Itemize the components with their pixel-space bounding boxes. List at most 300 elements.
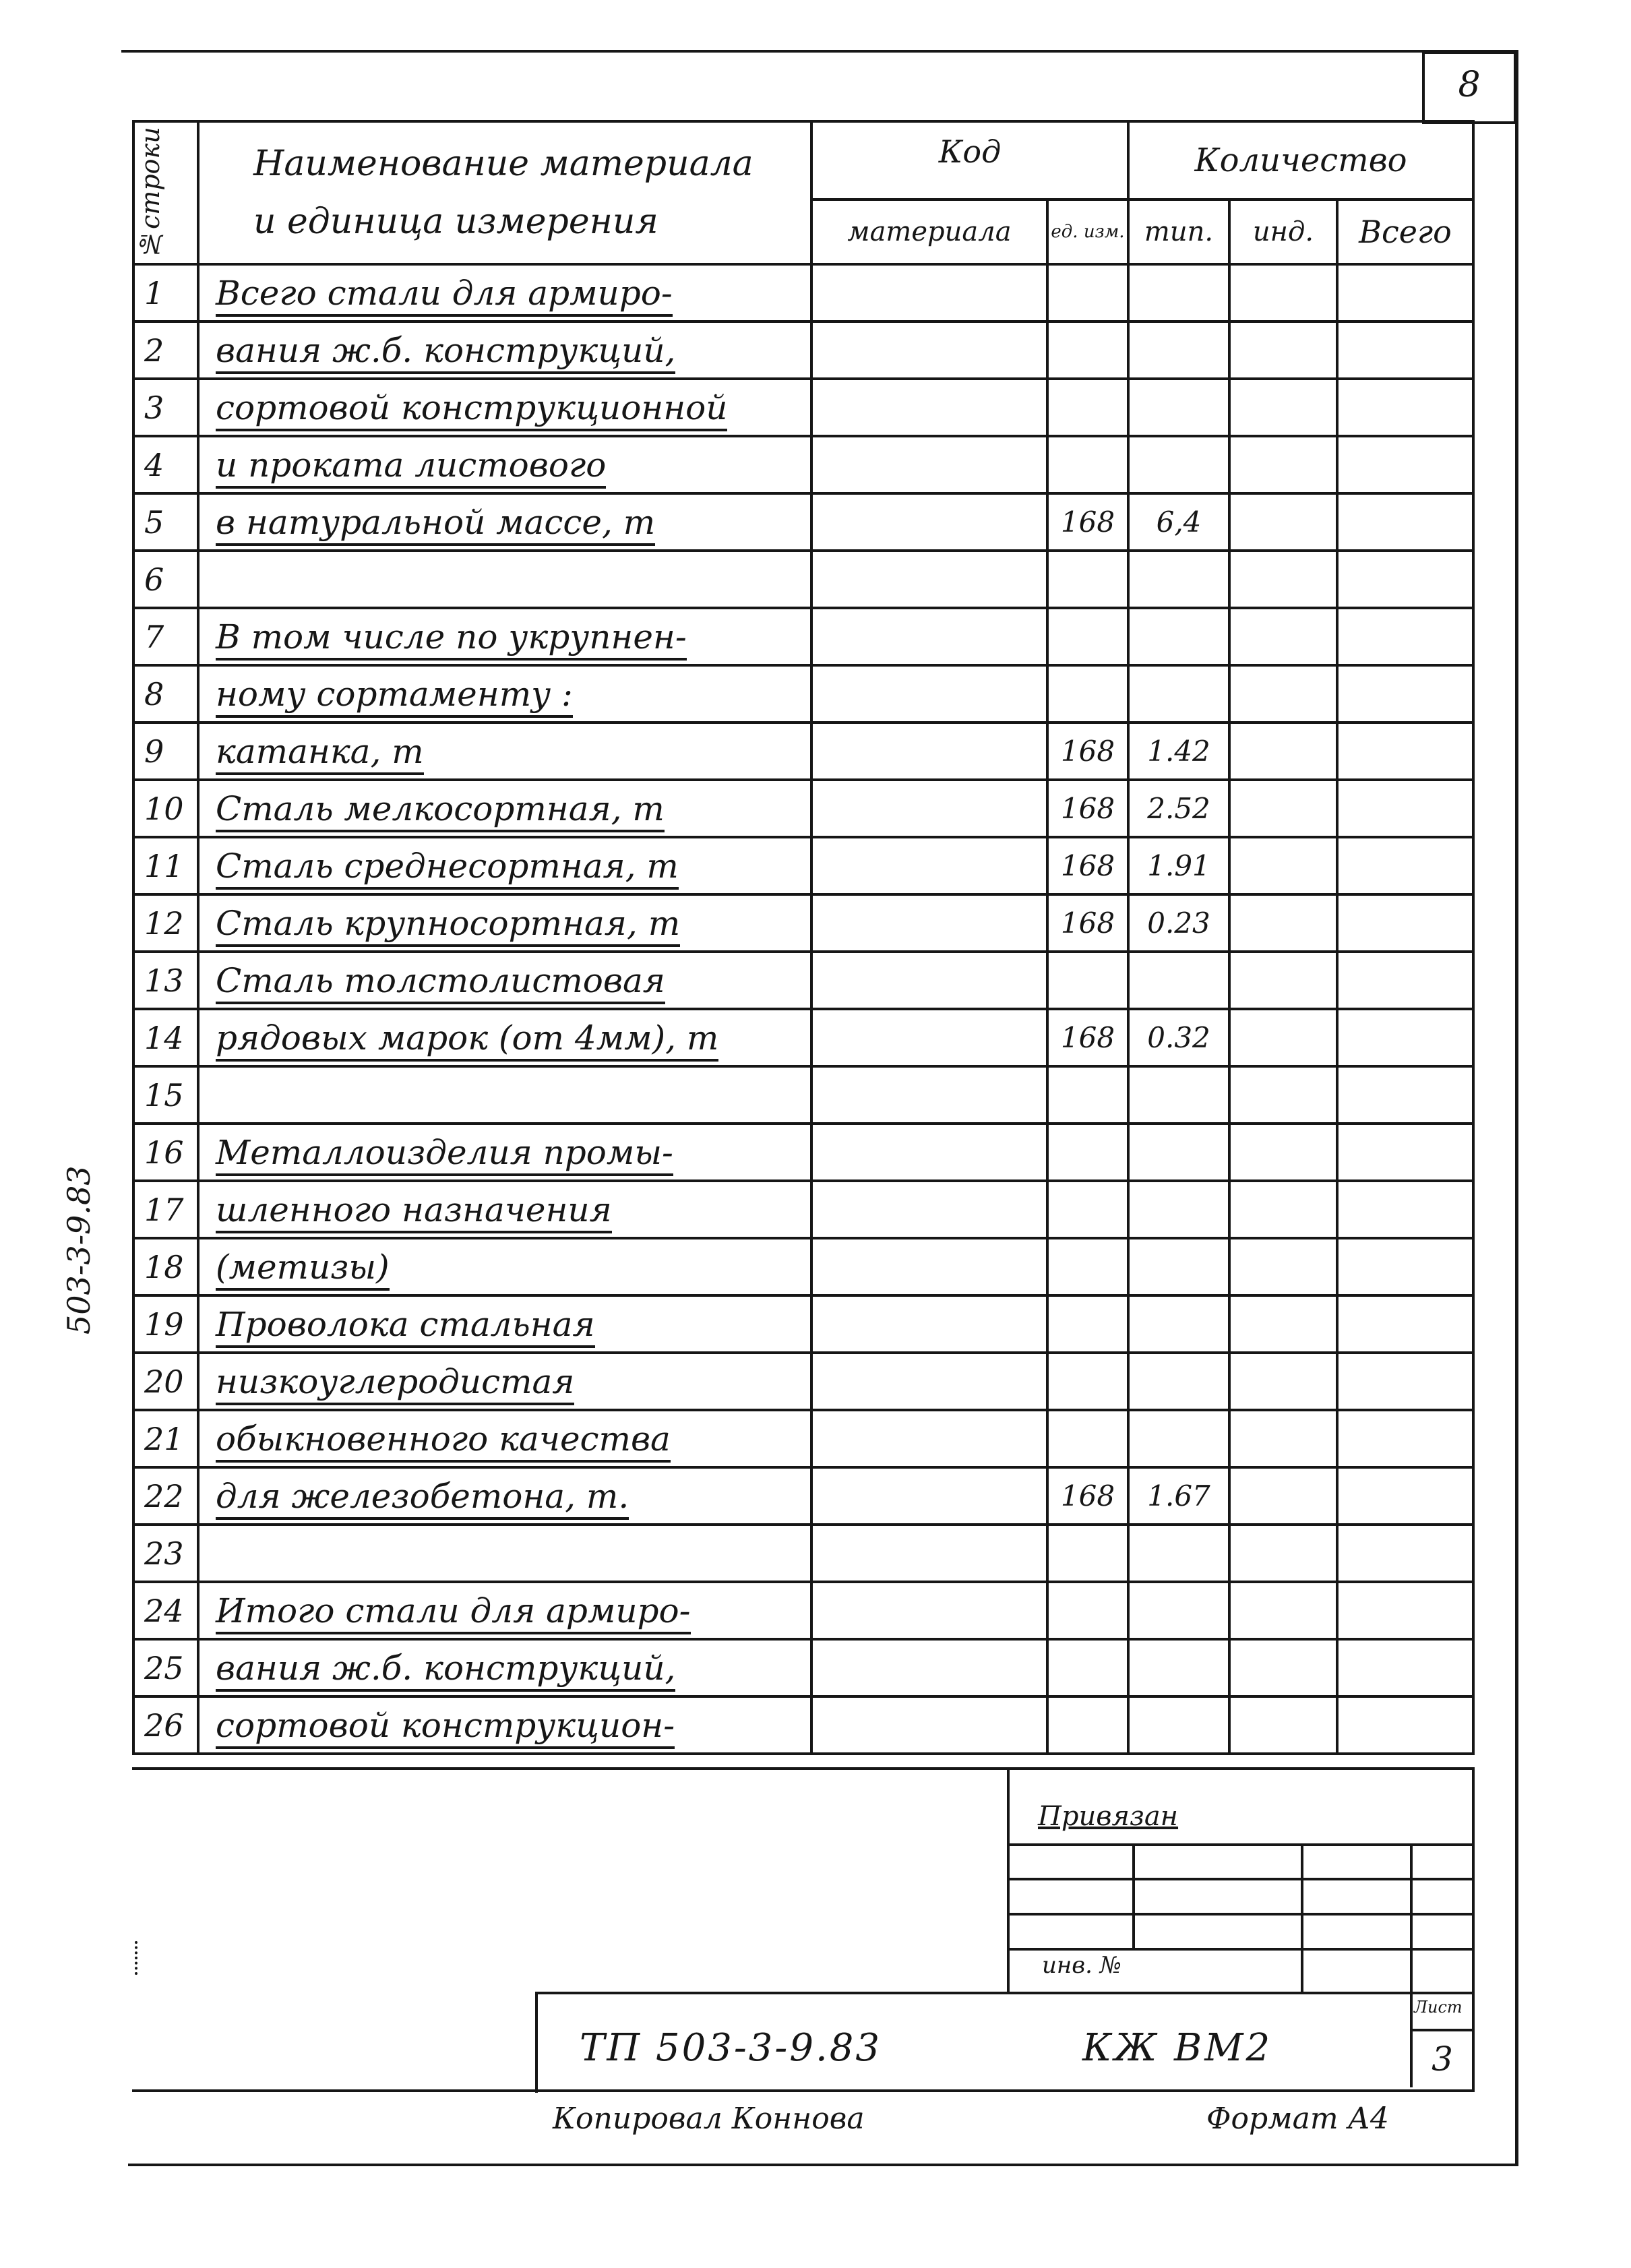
row-number-text: 23 (144, 1535, 184, 1572)
row-total-qty-cell (1337, 1124, 1473, 1181)
row-unit-cell (1047, 1124, 1128, 1181)
row-name-cell (198, 723, 811, 780)
row-name-cell (198, 780, 811, 837)
row-unit-cell (1047, 837, 1128, 894)
bottom-border-line (128, 2164, 1518, 2166)
stamp-line-4 (1007, 1948, 1475, 1951)
row-total-qty-cell (1337, 1009, 1473, 1066)
row-ind-qty-cell (1229, 436, 1337, 493)
row-ind-qty-cell (1229, 608, 1337, 665)
row-name-cell (198, 1124, 811, 1181)
row-ind-qty-cell (1229, 1066, 1337, 1124)
table-row (133, 1410, 1473, 1467)
row-number-cell (133, 1410, 198, 1467)
row-name-text: и проката листового (216, 446, 606, 489)
row-total-qty-cell (1337, 1066, 1473, 1124)
table-row (133, 1353, 1473, 1410)
stamp-title-bottom (132, 2089, 1475, 2092)
row-number-cell (133, 1582, 198, 1639)
row-ind-qty-cell (1229, 1009, 1337, 1066)
row-ind-qty-cell (1229, 780, 1337, 837)
row-unit-cell (1047, 1467, 1128, 1525)
row-name-text: вания ж.б. конструкций, (216, 331, 675, 374)
row-number-text: 15 (144, 1076, 184, 1113)
row-number-cell (133, 1009, 198, 1066)
row-typ-qty-cell (1128, 837, 1229, 894)
row-unit-cell (1047, 379, 1128, 436)
table-row (133, 1696, 1473, 1754)
row-material-code-cell (811, 321, 1047, 379)
row-material-code-cell (811, 1181, 1047, 1238)
row-material-code-cell (811, 1525, 1047, 1582)
table-row (133, 551, 1473, 608)
row-total-qty-cell (1337, 1525, 1473, 1582)
table-row (133, 837, 1473, 894)
row-material-code-cell (811, 723, 1047, 780)
row-material-code-cell (811, 436, 1047, 493)
row-name-text: шленного назначения (216, 1190, 612, 1233)
row-material-code-cell (811, 1353, 1047, 1410)
row-total-qty-cell (1337, 1181, 1473, 1238)
row-name-cell (198, 379, 811, 436)
row-name-text: Всего стали для армиро- (216, 274, 673, 317)
row-number-text: 14 (144, 1019, 184, 1056)
row-name-cell (198, 1696, 811, 1754)
row-ind-qty-cell (1229, 321, 1337, 379)
row-unit-text: 168 (1060, 1479, 1115, 1512)
stamp-line-1 (1007, 1843, 1475, 1846)
row-material-code-cell (811, 608, 1047, 665)
row-ind-qty-cell (1229, 1639, 1337, 1696)
row-number-cell (133, 1353, 198, 1410)
row-total-qty-cell (1337, 837, 1473, 894)
row-number-text: 7 (144, 618, 164, 655)
row-total-qty-cell (1337, 551, 1473, 608)
row-number-text: 16 (144, 1134, 184, 1171)
row-name-text: Сталь крупносортная, т (216, 904, 680, 947)
row-number-text: 10 (144, 790, 184, 827)
row-ind-qty-cell (1229, 1124, 1337, 1181)
row-name-cell (198, 952, 811, 1009)
row-name-text: рядовых марок (от 4мм), т (216, 1018, 718, 1062)
row-unit-text: 168 (1060, 735, 1115, 768)
row-ind-qty-cell (1229, 665, 1337, 723)
row-number-text: 17 (144, 1191, 184, 1228)
row-typ-qty-cell (1128, 1181, 1229, 1238)
row-total-qty-cell (1337, 1410, 1473, 1467)
row-unit-cell (1047, 551, 1128, 608)
row-name-cell (198, 1525, 811, 1582)
row-ind-qty-cell (1229, 1295, 1337, 1353)
table-row (133, 1295, 1473, 1353)
row-number-text: 19 (144, 1306, 184, 1343)
row-name-text: обыкновенного качества (216, 1419, 671, 1463)
row-name-cell (198, 1639, 811, 1696)
row-number-text: 9 (144, 733, 164, 770)
row-typ-qty-cell (1128, 1238, 1229, 1295)
row-name-text: Проволока стальная (216, 1305, 595, 1348)
table-row (133, 608, 1473, 665)
row-total-qty-cell (1337, 1582, 1473, 1639)
row-number-cell (133, 894, 198, 952)
row-name-text: Итого стали для армиро- (216, 1591, 691, 1634)
row-number-text: 3 (144, 389, 164, 426)
row-name-cell (198, 1410, 811, 1467)
stamp-inv-label: инв. № (1042, 1952, 1121, 1979)
row-number-cell (133, 1696, 198, 1754)
row-typ-qty-cell (1128, 1066, 1229, 1124)
row-typ-qty-cell (1128, 1639, 1229, 1696)
row-unit-cell (1047, 321, 1128, 379)
stamp-sheet-value: 3 (1432, 2040, 1453, 2079)
row-typ-qty-cell (1128, 894, 1229, 952)
row-name-cell (198, 837, 811, 894)
row-material-code-cell (811, 952, 1047, 1009)
row-material-code-cell (811, 1009, 1047, 1066)
row-number-text: 1 (144, 274, 164, 311)
row-ind-qty-cell (1229, 1410, 1337, 1467)
row-name-text: Сталь среднесортная, т (216, 847, 679, 890)
row-material-code-cell (811, 493, 1047, 551)
row-ind-qty-cell (1229, 723, 1337, 780)
row-name-cell (198, 493, 811, 551)
header-ind: инд. (1229, 200, 1337, 264)
row-typ-qty-text: 1.91 (1147, 849, 1210, 882)
row-unit-cell (1047, 1238, 1128, 1295)
row-typ-qty-cell (1128, 780, 1229, 837)
row-total-qty-cell (1337, 723, 1473, 780)
row-total-qty-cell (1337, 1353, 1473, 1410)
row-material-code-cell (811, 1238, 1047, 1295)
row-name-text: сортовой конструкцион- (216, 1706, 675, 1749)
row-name-text: Металлоизделия промы- (216, 1133, 673, 1176)
row-name-text: для железобетона, т. (216, 1477, 629, 1520)
row-number-cell (133, 723, 198, 780)
row-ind-qty-cell (1229, 379, 1337, 436)
side-doc-code: 503-3-9.83 (61, 1165, 97, 1335)
stamp-title-left (535, 1992, 538, 2093)
row-ind-qty-cell (1229, 493, 1337, 551)
header-unit: ед. изм. (1047, 200, 1128, 264)
row-total-qty-cell (1337, 665, 1473, 723)
row-unit-cell (1047, 1066, 1128, 1124)
header-quantity: Количество (1128, 121, 1473, 200)
row-material-code-cell (811, 264, 1047, 321)
row-typ-qty-text: 2.52 (1147, 792, 1210, 825)
row-ind-qty-cell (1229, 1525, 1337, 1582)
row-number-cell (133, 780, 198, 837)
row-number-cell (133, 1066, 198, 1124)
row-typ-qty-cell (1128, 1410, 1229, 1467)
row-material-code-cell (811, 780, 1047, 837)
row-typ-qty-cell (1128, 321, 1229, 379)
table-row (133, 1582, 1473, 1639)
row-number-text: 11 (144, 847, 184, 884)
row-typ-qty-cell (1128, 723, 1229, 780)
table-row (133, 493, 1473, 551)
row-material-code-cell (811, 665, 1047, 723)
row-unit-text: 168 (1060, 792, 1115, 825)
row-typ-qty-cell (1128, 1696, 1229, 1754)
row-material-code-cell (811, 837, 1047, 894)
row-name-cell (198, 665, 811, 723)
row-total-qty-cell (1337, 379, 1473, 436)
row-ind-qty-cell (1229, 1238, 1337, 1295)
row-typ-qty-cell (1128, 608, 1229, 665)
row-ind-qty-cell (1229, 1181, 1337, 1238)
top-border-line (121, 50, 1518, 53)
row-unit-cell (1047, 1009, 1128, 1066)
row-unit-text: 168 (1060, 907, 1115, 940)
row-unit-cell (1047, 436, 1128, 493)
stamp-top-line (132, 1767, 1475, 1770)
row-typ-qty-cell (1128, 1582, 1229, 1639)
row-typ-qty-text: 6,4 (1156, 505, 1202, 539)
row-material-code-cell (811, 1639, 1047, 1696)
row-unit-cell (1047, 894, 1128, 952)
row-ind-qty-cell (1229, 837, 1337, 894)
header-name-line1: Наименование материала (253, 144, 753, 184)
row-ind-qty-cell (1229, 894, 1337, 952)
row-name-text: (метизы) (216, 1248, 390, 1291)
row-typ-qty-cell (1128, 1525, 1229, 1582)
row-number-text: 5 (144, 503, 164, 541)
table-row (133, 723, 1473, 780)
row-unit-cell (1047, 1582, 1128, 1639)
row-typ-qty-text: 1.42 (1147, 735, 1210, 768)
header-row-no: №строки (133, 121, 198, 264)
header-code: Код (811, 121, 1128, 200)
row-name-cell (198, 1353, 811, 1410)
row-total-qty-cell (1337, 493, 1473, 551)
row-number-cell (133, 1467, 198, 1525)
row-name-text: Сталь мелкосортная, т (216, 789, 665, 832)
row-number-text: 22 (144, 1477, 184, 1514)
row-ind-qty-cell (1229, 1696, 1337, 1754)
row-unit-cell (1047, 1181, 1128, 1238)
stamp-binding-col-1 (1132, 1843, 1135, 1948)
row-ind-qty-cell (1229, 551, 1337, 608)
row-unit-cell (1047, 1410, 1128, 1467)
row-unit-text: 168 (1060, 505, 1115, 539)
row-unit-cell (1047, 1696, 1128, 1754)
row-unit-cell (1047, 1295, 1128, 1353)
row-total-qty-cell (1337, 1238, 1473, 1295)
table-row (133, 952, 1473, 1009)
footer-format: Формат А4 (1206, 2102, 1389, 2136)
table-row (133, 780, 1473, 837)
stamp-line-2 (1007, 1878, 1475, 1880)
row-total-qty-cell (1337, 780, 1473, 837)
row-unit-text: 168 (1060, 849, 1115, 882)
row-total-qty-cell (1337, 264, 1473, 321)
row-typ-qty-cell (1128, 379, 1229, 436)
sheet-number: 8 (1458, 65, 1481, 105)
row-number-cell (133, 1525, 198, 1582)
row-number-text: 21 (144, 1420, 184, 1457)
row-unit-cell (1047, 952, 1128, 1009)
row-name-cell (198, 1582, 811, 1639)
row-typ-qty-text: 0.32 (1147, 1021, 1210, 1054)
row-typ-qty-cell (1128, 436, 1229, 493)
table-row (133, 1525, 1473, 1582)
row-typ-qty-cell (1128, 665, 1229, 723)
row-typ-qty-cell (1128, 264, 1229, 321)
row-typ-qty-cell (1128, 1295, 1229, 1353)
row-typ-qty-cell (1128, 952, 1229, 1009)
table-row (133, 264, 1473, 321)
row-name-cell (198, 1181, 811, 1238)
row-number-cell (133, 436, 198, 493)
row-number-cell (133, 1181, 198, 1238)
row-material-code-cell (811, 1066, 1047, 1124)
row-number-cell (133, 608, 198, 665)
row-material-code-cell (811, 894, 1047, 952)
row-unit-text: 168 (1060, 1021, 1115, 1054)
table-row (133, 1639, 1473, 1696)
row-material-code-cell (811, 1410, 1047, 1467)
row-typ-qty-cell (1128, 1009, 1229, 1066)
row-unit-cell (1047, 1353, 1128, 1410)
stamp-linked-label: Привязан (1038, 1801, 1179, 1832)
table-row (133, 321, 1473, 379)
row-number-cell (133, 1238, 198, 1295)
row-unit-cell (1047, 665, 1128, 723)
row-material-code-cell (811, 1696, 1047, 1754)
stamp-mark: КЖ ВМ2 (1082, 2026, 1273, 2070)
row-total-qty-cell (1337, 894, 1473, 952)
row-typ-qty-cell (1128, 493, 1229, 551)
stamp-line-3 (1007, 1913, 1475, 1915)
row-name-cell (198, 1238, 811, 1295)
row-typ-qty-cell (1128, 1353, 1229, 1410)
header-total: Всего (1337, 200, 1473, 264)
row-number-text: 20 (144, 1363, 184, 1400)
row-name-cell (198, 608, 811, 665)
row-name-cell (198, 894, 811, 952)
row-number-cell (133, 837, 198, 894)
row-name-text: сортовой конструкционной (216, 388, 727, 431)
header-material: материала (811, 200, 1047, 264)
row-material-code-cell (811, 379, 1047, 436)
row-typ-qty-cell (1128, 551, 1229, 608)
row-name-cell (198, 1467, 811, 1525)
stamp-binding-col-2 (1301, 1843, 1303, 1993)
row-total-qty-cell (1337, 436, 1473, 493)
row-number-text: 8 (144, 675, 164, 712)
row-name-cell (198, 551, 811, 608)
table-row (133, 436, 1473, 493)
row-number-text: 4 (144, 446, 164, 483)
row-typ-qty-text: 1.67 (1147, 1479, 1210, 1512)
row-name-text: ному сортаменту : (216, 675, 573, 718)
stamp-sheet-label-line (1410, 2029, 1475, 2031)
row-ind-qty-cell (1229, 1582, 1337, 1639)
table-row (133, 1467, 1473, 1525)
table-row (133, 1066, 1473, 1124)
row-material-code-cell (811, 1124, 1047, 1181)
row-number-cell (133, 1295, 198, 1353)
row-number-text: 18 (144, 1248, 184, 1285)
row-total-qty-cell (1337, 1639, 1473, 1696)
row-number-text: 24 (144, 1592, 184, 1629)
table-row (133, 1238, 1473, 1295)
header-name (198, 121, 811, 264)
row-total-qty-cell (1337, 1295, 1473, 1353)
row-material-code-cell (811, 551, 1047, 608)
table-row (133, 1009, 1473, 1066)
row-total-qty-cell (1337, 321, 1473, 379)
row-ind-qty-cell (1229, 1353, 1337, 1410)
row-typ-qty-cell (1128, 1467, 1229, 1525)
row-name-cell (198, 1295, 811, 1353)
row-material-code-cell (811, 1295, 1047, 1353)
stamp-title-top (535, 1992, 1475, 1994)
row-name-text: в натуральной массе, т (216, 503, 655, 546)
row-unit-cell (1047, 780, 1128, 837)
row-name-cell (198, 321, 811, 379)
stamp-sheet-label: Лист (1414, 1998, 1463, 2017)
table-row (133, 665, 1473, 723)
row-ind-qty-cell (1229, 952, 1337, 1009)
row-number-cell (133, 493, 198, 551)
row-unit-cell (1047, 493, 1128, 551)
row-unit-cell (1047, 264, 1128, 321)
table-row (133, 1181, 1473, 1238)
row-number-cell (133, 321, 198, 379)
row-unit-cell (1047, 723, 1128, 780)
table-row (133, 379, 1473, 436)
row-name-cell (198, 436, 811, 493)
row-name-text: вания ж.б. конструкций, (216, 1649, 675, 1692)
row-number-text: 25 (144, 1649, 184, 1686)
footer-copied: Копировал Коннова (553, 2102, 865, 2136)
row-name-text: В том числе по укрупнен- (216, 617, 687, 661)
row-name-cell (198, 1009, 811, 1066)
row-unit-cell (1047, 1525, 1128, 1582)
row-number-text: 12 (144, 905, 184, 942)
row-number-text: 13 (144, 962, 184, 999)
row-typ-qty-cell (1128, 1124, 1229, 1181)
right-border-line (1515, 50, 1518, 2166)
row-name-cell (198, 1066, 811, 1124)
row-material-code-cell (811, 1582, 1047, 1639)
row-number-cell (133, 952, 198, 1009)
row-name-cell (198, 264, 811, 321)
row-number-cell (133, 379, 198, 436)
row-name-text: катанка, т (216, 732, 424, 775)
row-number-cell (133, 1639, 198, 1696)
row-number-cell (133, 551, 198, 608)
row-total-qty-cell (1337, 1467, 1473, 1525)
row-total-qty-cell (1337, 608, 1473, 665)
row-ind-qty-cell (1229, 1467, 1337, 1525)
table-row (133, 894, 1473, 952)
row-number-text: 2 (144, 332, 164, 369)
row-number-cell (133, 264, 198, 321)
left-margin-mark (135, 1941, 142, 1975)
row-number-cell (133, 1124, 198, 1181)
row-material-code-cell (811, 1467, 1047, 1525)
row-unit-cell (1047, 1639, 1128, 1696)
row-number-text: 26 (144, 1707, 184, 1744)
row-typ-qty-text: 0.23 (1147, 907, 1210, 940)
row-total-qty-cell (1337, 1696, 1473, 1754)
row-name-text: низкоуглеродистая (216, 1362, 574, 1405)
materials-table (132, 120, 1475, 1755)
header-typ: тип. (1128, 200, 1229, 264)
row-total-qty-cell (1337, 952, 1473, 1009)
